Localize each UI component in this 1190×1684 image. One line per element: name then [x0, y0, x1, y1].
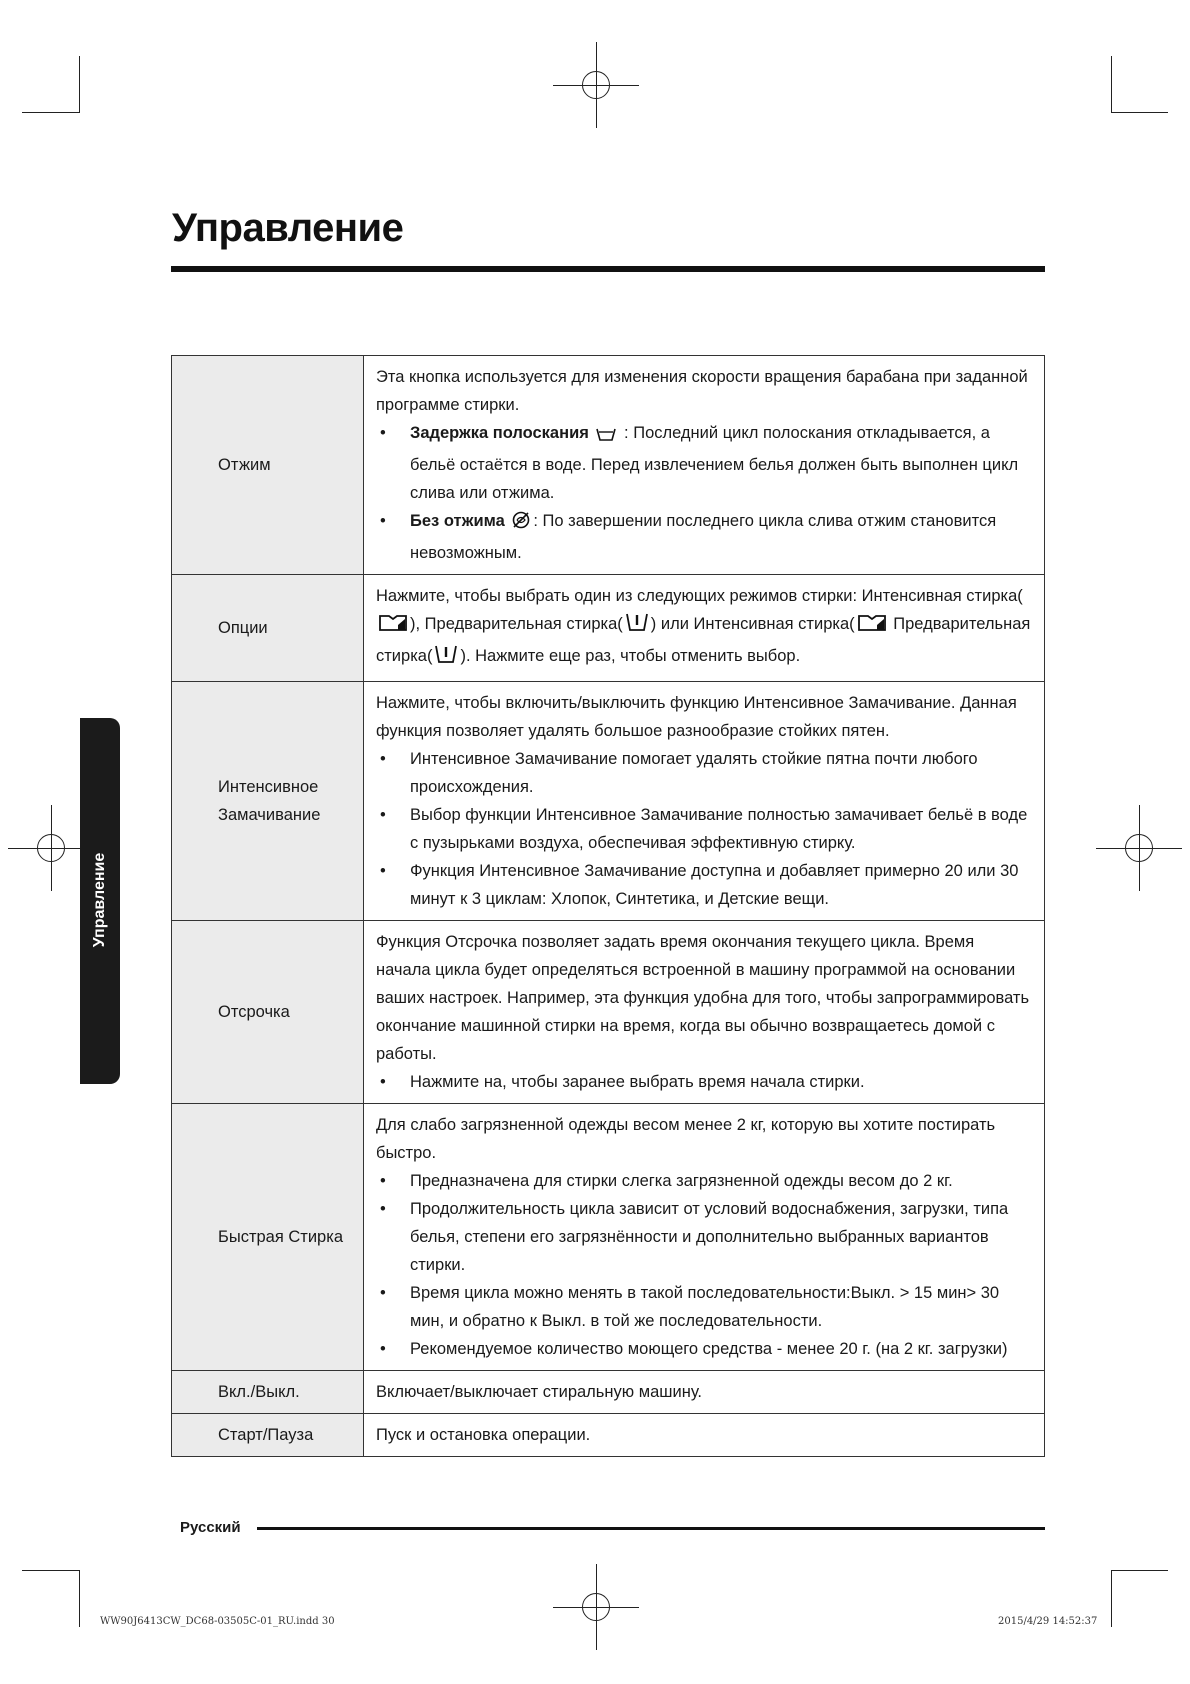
- intensive-wash-icon: [378, 613, 408, 642]
- registration-mark: [582, 71, 610, 99]
- description-text: [376, 582, 1032, 674]
- table-row: [172, 921, 1045, 1104]
- list-item: • Предназначена для стирки слегка загрязненной одежды весом до 2 кг.: [376, 1167, 1032, 1195]
- label-line: Интенсивное: [218, 778, 319, 796]
- list-item: • Время цикла можно менять в такой последовательности:Выкл. > 15 мин> 30 мин, и обратно к Выкл. в той же последовательности.: [376, 1279, 1032, 1335]
- print-slug-file: WW90J6413CW_DC68-03505C-01_RU.indd 30: [100, 1616, 335, 1627]
- table-row: [172, 1414, 1045, 1457]
- row-label: Опции: [172, 575, 364, 682]
- crop-mark: [79, 56, 80, 113]
- row-label: Старт/Пауза: [172, 1414, 364, 1457]
- bullet-list: [376, 419, 1032, 567]
- table-row: [172, 682, 1045, 921]
- bullet-text: : По завершении последнего цикла слива отжим становится невозможным.: [410, 512, 997, 562]
- list-item: • Интенсивное Замачивание помогает удалять стойкие пятна почти любого происхождения.: [376, 745, 1032, 801]
- row-description: [364, 575, 1045, 682]
- row-label: [172, 682, 364, 921]
- row-description: [364, 921, 1045, 1104]
- page-title: Управление: [172, 206, 404, 250]
- section-tab-label: Управление: [91, 852, 108, 948]
- table-row: [172, 1371, 1045, 1414]
- row-label: Отжим: [172, 356, 364, 575]
- list-item: [376, 507, 1032, 567]
- table-row: [172, 1104, 1045, 1371]
- crop-mark: [22, 112, 79, 113]
- crop-mark: [1111, 56, 1112, 113]
- bullet-list: [376, 1167, 1032, 1363]
- bullet-list: [376, 745, 1032, 913]
- row-label: Отсрочка: [172, 921, 364, 1104]
- footer-rule: [257, 1527, 1045, 1530]
- intensive-wash-icon: [857, 613, 887, 642]
- list-item: • Нажмите на, чтобы заранее выбрать время начала стирки.: [376, 1068, 1032, 1096]
- row-description: Включает/выключает стиральную машину.: [364, 1371, 1045, 1414]
- controls-table: [171, 355, 1045, 1457]
- description-text: Эта кнопка используется для изменения скорости вращения барабана при заданной программе стирки.: [376, 368, 1028, 414]
- list-item: • Функция Интенсивное Замачивание доступна и добавляет примерно 20 или 30 минут к 3 циклам: Хлопок, Синтетика, и Детские вещи.: [376, 857, 1032, 913]
- print-slug-date: 2015/4/29 14:52:37: [998, 1616, 1098, 1627]
- bullet-list: [376, 1068, 1032, 1096]
- row-description: [364, 356, 1045, 575]
- label-line: Замачивание: [218, 806, 321, 824]
- crop-mark: [79, 1570, 80, 1627]
- registration-mark: [582, 1593, 610, 1621]
- prewash-icon: [434, 643, 458, 674]
- row-description: [364, 1104, 1045, 1371]
- list-item: [376, 419, 1032, 507]
- text-part: Предварительная стирка(: [376, 615, 1031, 665]
- table-row: [172, 356, 1045, 575]
- footer-language: Русский: [180, 1519, 241, 1536]
- crop-mark: [1111, 1570, 1168, 1571]
- list-item: • Рекомендуемое количество моющего средства - менее 20 г. (на 2 кг. загрузки): [376, 1335, 1032, 1363]
- bold-term: Без отжима: [410, 512, 505, 530]
- description-text: Для слабо загрязненной одежды весом менее 2 кг, которую вы хотите постирать быстро.: [376, 1116, 996, 1162]
- rinse-hold-icon: [595, 423, 617, 451]
- registration-mark: [1125, 834, 1153, 862]
- crop-mark: [22, 1570, 79, 1571]
- description-text: Функция Отсрочка позволяет задать время окончания текущего цикла. Время начала цикла будет определяться встроенной в машину программой на основании ваших настроек. Например, эта функция удобна для того, чтобы запрограммировать окончание машинной стирки на время, когда вы обычно возвращаетесь домой с работы.: [376, 933, 1030, 1063]
- text-part: ). Нажмите еще раз, чтобы отменить выбор.: [460, 647, 801, 665]
- description-text: Нажмите, чтобы включить/выключить функцию Интенсивное Замачивание. Данная функция позволяет удалять большое разнообразие стойких пятен.: [376, 694, 1017, 740]
- no-spin-icon: [511, 510, 531, 539]
- crop-mark: [1111, 1570, 1112, 1627]
- text-part: Нажмите, чтобы выбрать один из следующих режимов стирки: Интенсивная стирка(: [376, 587, 1023, 605]
- table-row: [172, 575, 1045, 682]
- registration-mark: [37, 834, 65, 862]
- text-part: ) или Интенсивная стирка(: [650, 615, 855, 633]
- prewash-icon: [625, 611, 649, 642]
- bullet-text: : Последний цикл полоскания откладывается, а бельё остаётся в воде. Перед извлечением белья должен быть выполнен цикл слива или отжима.: [410, 424, 1019, 502]
- row-label: Быстрая Стирка: [172, 1104, 364, 1371]
- list-item: • Выбор функции Интенсивное Замачивание полностью замачивает бельё в воде с пузырьками воздуха, обеспечивая эффективную стирку.: [376, 801, 1032, 857]
- text-part: ), Предварительная стирка(: [410, 615, 623, 633]
- title-rule: [171, 266, 1045, 272]
- row-label: Вкл./Выкл.: [172, 1371, 364, 1414]
- bold-term: Задержка полоскания: [410, 424, 589, 442]
- row-description: Пуск и остановка операции.: [364, 1414, 1045, 1457]
- list-item: • Продолжительность цикла зависит от условий водоснабжения, загрузки, типа белья, степени его загрязнённости и дополнительно выбранных вариантов стирки.: [376, 1195, 1032, 1279]
- crop-mark: [1111, 112, 1168, 113]
- row-description: [364, 682, 1045, 921]
